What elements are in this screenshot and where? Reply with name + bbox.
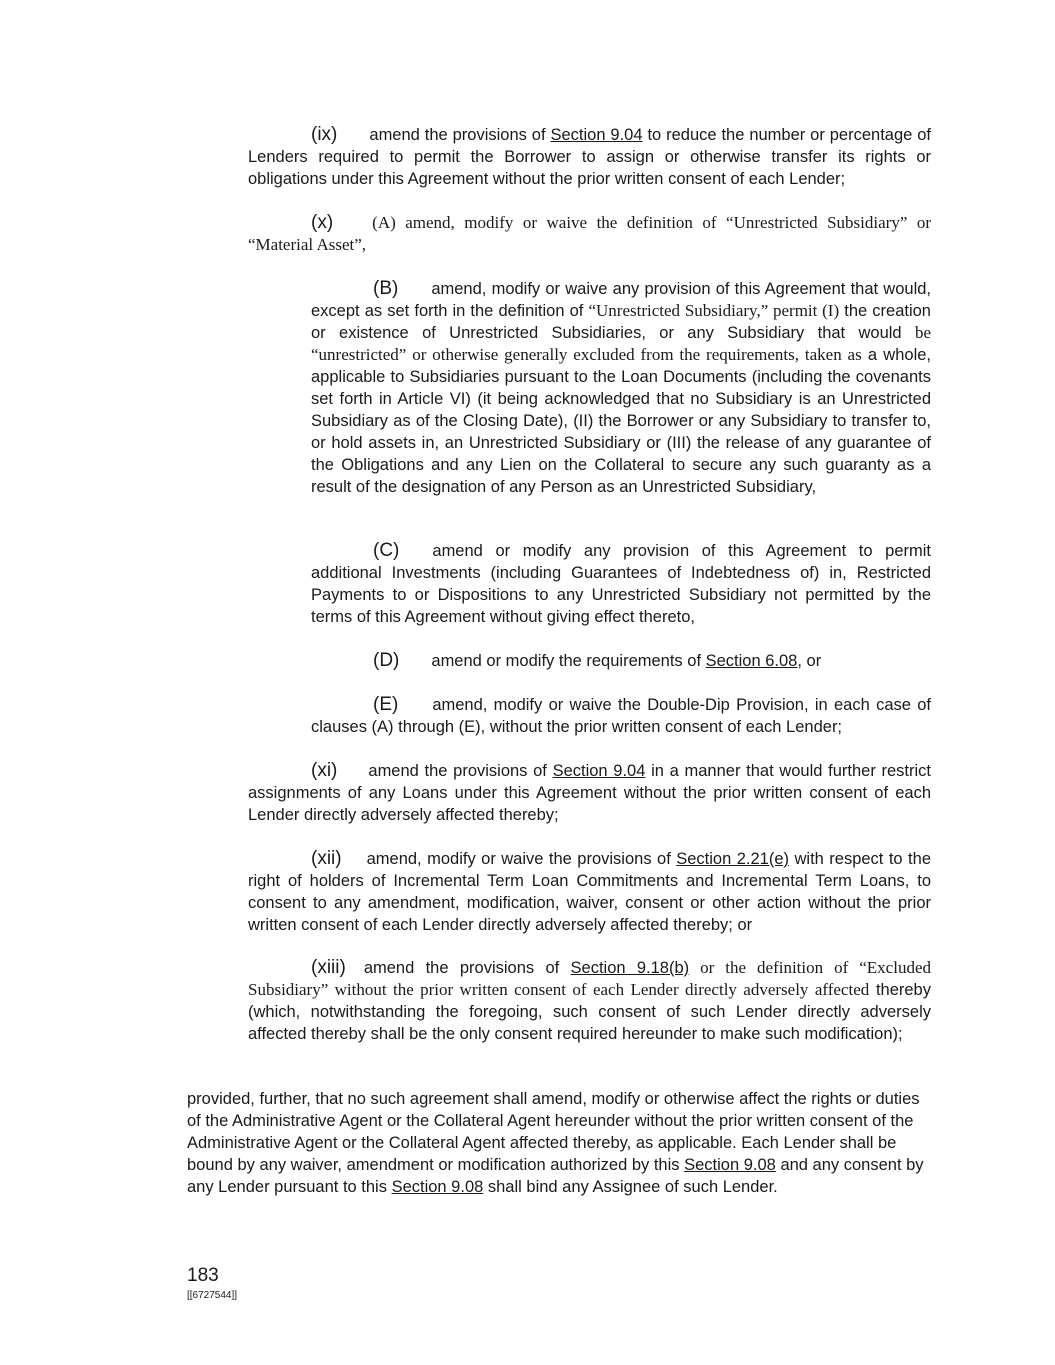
clause-xi-text-1: amend the provisions of	[368, 762, 553, 780]
clause-xii	[248, 848, 931, 936]
sub-c-text: amend or modify any provision of this Agreement to permit additional Investments (including Guarantees of Indebtedness of) in, Restricted Payments to or Dispositions to any Unrestricted Subsidiary not permitted by the terms of this Agreement without giving effect thereto,	[311, 542, 931, 626]
clause-ix-text-2: to reduce the number or percentage of Lenders required to permit the Borrower to assign or otherwise transfer its rights or obligations under this Agreement without the prior written consent of each Lender;	[248, 126, 931, 188]
proviso-text-2: and any consent by any Lender pursuant to this	[187, 1156, 924, 1196]
sub-e-label: (E)	[373, 694, 399, 715]
clause-ix	[248, 124, 931, 190]
clause-xiii	[248, 957, 931, 1045]
clause-xii-text-1: amend, modify or waive the provisions of	[366, 850, 677, 868]
clause-xiii-text-3: thereby (which, notwithstanding the foregoing, such consent of such Lender directly adversely affected thereby shall be the only consent required hereunder to make such modification);	[248, 981, 931, 1043]
clause-x	[248, 212, 931, 256]
sub-b-text-1: amend, modify or waive any provision of this Agreement that would, except as set forth in the definition of	[311, 280, 931, 320]
clause-xiii-label: (xiii)	[311, 957, 346, 978]
clause-xi-label: (xi)	[311, 760, 338, 781]
clause-x-sub-d	[311, 650, 931, 672]
clause-xii-label: (xii)	[311, 848, 342, 869]
clause-x-sub-b	[311, 278, 931, 498]
sub-e-text: amend, modify or waive the Double-Dip Provision, in each case of clauses (A) through (E), without the prior written consent of each Lender;	[311, 696, 931, 736]
sub-d-label: (D)	[373, 650, 400, 671]
clause-xi-text-2: in a manner that would further restrict assignments of any Loans under this Agreement without the prior written consent of each Lender directly adversely affected thereby;	[248, 762, 932, 824]
section-6-08-link[interactable]: Section 6.08	[705, 652, 798, 670]
clause-xiii-text-2: or the definition of “Excluded Subsidiary” without the prior written consent of each Lender directly adversely affected	[248, 958, 931, 999]
sub-d-text-1: amend or modify the requirements of	[431, 652, 706, 670]
sub-b-text-5: a whole, applicable to Subsidiaries pursuant to the Loan Documents (including the covenants set forth in Article VI) (it being acknowledged that no Subsidiary is an Unrestricted Subsidiary as of the Closing Date), (II) the Borrower or any Subsidiary to transfer to, or hold assets in, an Unrestricted Subsidiary or (III) the release of any guarantee of the Obligations and any Lien on the Collateral to secure any such guaranty as a result of the designation of any Person as an Unrestricted Subsidiary,	[311, 346, 931, 496]
clause-x-sub-e	[311, 694, 931, 738]
sub-b-text-3: the creation or existence of Unrestricted Subsidiaries, or any Subsidiary that would	[311, 302, 931, 342]
clause-xiii-text-1: amend the provisions of	[363, 959, 571, 977]
sub-b-text-4: be “unrestricted” or otherwise generally excluded from the requirements, taken as	[311, 323, 931, 364]
proviso-paragraph	[187, 1088, 931, 1198]
page-number: 183	[187, 1265, 219, 1286]
document-id: [[6727544]]	[187, 1290, 238, 1301]
clause-xii-text-2: with respect to the right of holders of Incremental Term Loan Commitments and Incremental Term Loans, to consent to any amendment, modification, waiver, consent or other action without the prior written consent of each Lender directly adversely affected thereby; or	[248, 850, 931, 934]
clause-x-text: (A) amend, modify or waive the definition of “Unrestricted Subsidiary” or “Material Asset”,	[248, 213, 931, 254]
clause-ix-label: (ix)	[311, 124, 338, 145]
clause-xi	[248, 760, 931, 826]
section-9-04-link-2[interactable]: Section 9.04	[552, 762, 646, 780]
sub-b-text-2: “Unrestricted Subsidiary,” permit (I)	[588, 301, 840, 320]
clause-x-sub-c	[311, 540, 931, 628]
section-9-08-link[interactable]: Section 9.08	[684, 1156, 776, 1174]
clause-x-label: (x)	[311, 212, 334, 233]
proviso-text-3: shall bind any Assignee of such Lender.	[483, 1178, 778, 1196]
section-9-04-link[interactable]: Section 9.04	[550, 126, 643, 144]
section-9-18b-link[interactable]: Section 9.18(b)	[570, 959, 690, 977]
proviso-text-1: provided, further, that no such agreement shall amend, modify or otherwise affect the rights or duties of the Administrative Agent or the Collateral Agent hereunder without the prior written consent of the Administrative Agent or the Collateral Agent affected thereby, as applicable. Each Lender shall be bound by any waiver, amendment or modification authorized by this	[187, 1090, 920, 1174]
section-9-08-link-2[interactable]: Section 9.08	[391, 1178, 484, 1196]
section-2-21e-link[interactable]: Section 2.21(e)	[676, 850, 790, 868]
sub-d-text-2: , or	[797, 652, 822, 670]
clause-ix-text-1: amend the provisions of	[369, 126, 551, 144]
sub-c-label: (C)	[373, 540, 400, 561]
sub-b-label: (B)	[373, 278, 399, 299]
